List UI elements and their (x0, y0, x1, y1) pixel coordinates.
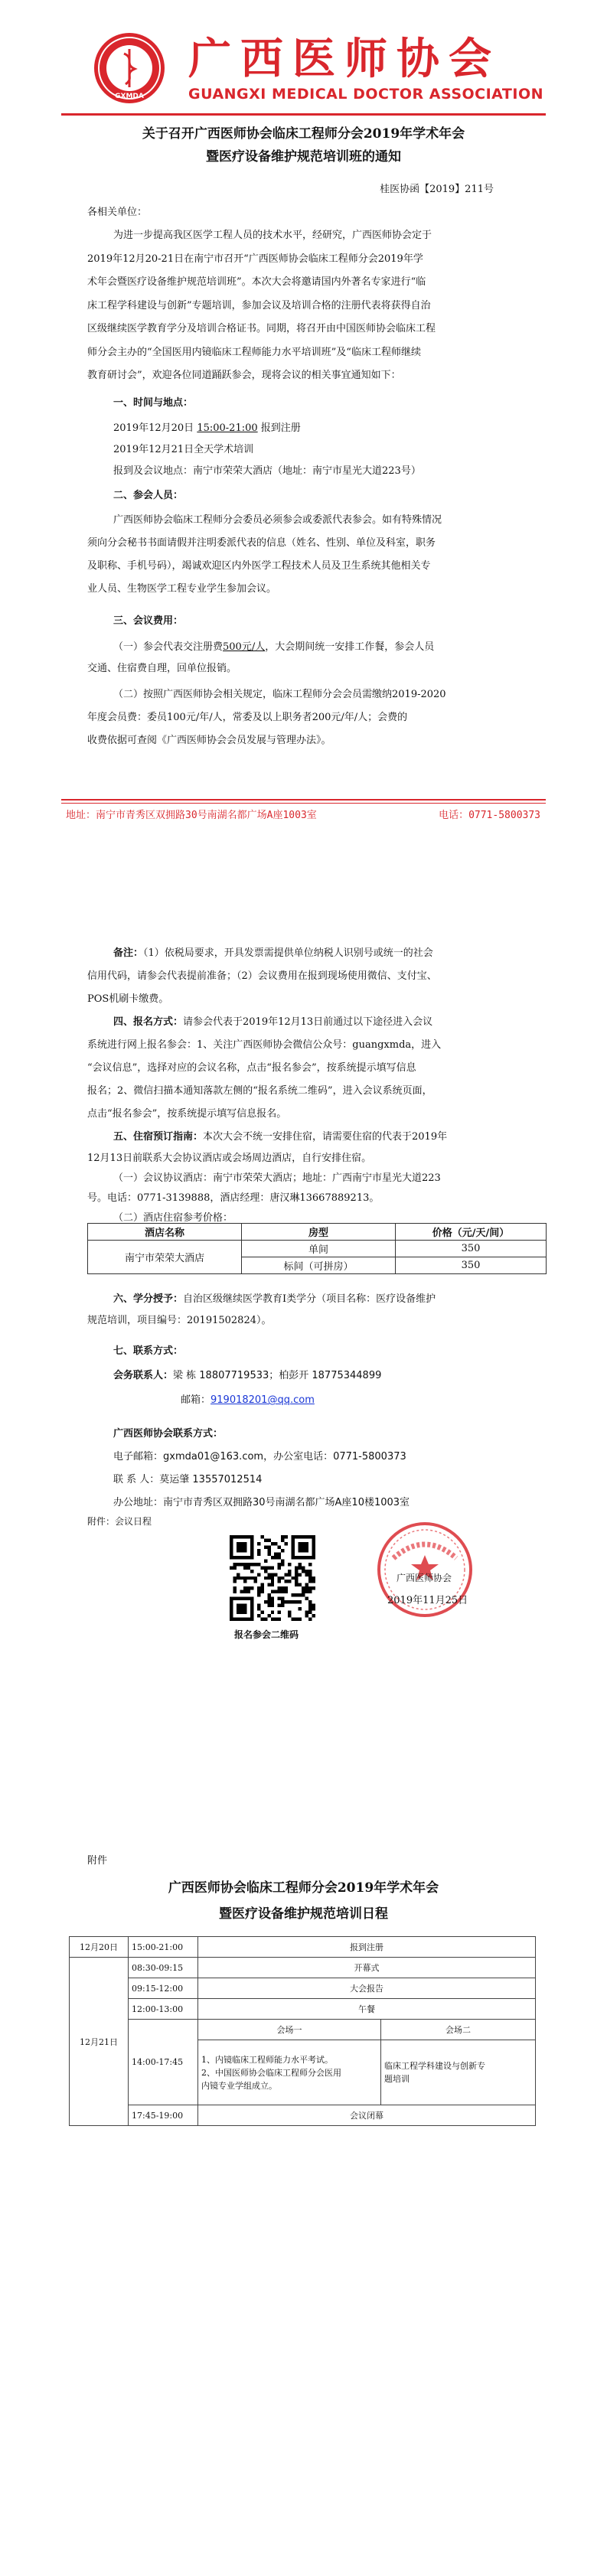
remarks-line2: 信用代码，请参会代表提前准备；（2）会议费用在报到现场使用微信、支付宝、 (87, 970, 437, 982)
event-cell: 大会报告 (198, 1978, 536, 1999)
svg-text:GXMDA: GXMDA (115, 93, 144, 100)
section-contact-heading: 七、联系方式： (113, 1345, 184, 1357)
table-row (88, 1241, 547, 1257)
association-logo (92, 31, 167, 106)
table-row (70, 1958, 536, 1978)
paragraph-line: 术年会暨医疗设备维护规范培训班”。本次大会将邀请国内外著名专家进行“临 (87, 276, 426, 288)
paragraph-line: 系统进行网上报名参会：1、关注广西医师协会微信公众号：guangxmda，进入 (87, 1039, 442, 1051)
paragraph-line: 号。电话：0771-3139888，酒店经理：唐汉琳13667889213。 (87, 1192, 380, 1204)
schedule-title-line2: 暨医疗设备维护规范培训日程 (219, 1906, 388, 1922)
remarks-line1: 备注：（1）依税局要求，开具发票需提供单位纳税人识别号或统一的社会 (113, 947, 433, 959)
table-row (70, 1999, 536, 2020)
footer-contact (66, 807, 540, 821)
table-row (70, 2020, 536, 2040)
venue-two-content: 临床工程学科建设与创新专 题培训 (381, 2040, 536, 2105)
org-name-en: GUANGXI MEDICAL DOCTOR ASSOCIATION (188, 86, 543, 103)
paragraph-line: （一）会议协议酒店：南宁市荣荣大酒店；地址：广西南宁市星光大道223 (113, 1172, 441, 1184)
registration-fee-line: （一）参会代表交注册费500元/人，大会期间统一安排工作餐，参会人员 (113, 641, 435, 653)
credits-line1: 六、学分授予：自治区级继续医学教育Ⅰ类学分（项目名称：医疗设备维护 (113, 1293, 436, 1305)
seal-org-name: 广西医师协会 (397, 1573, 452, 1583)
header-hotel-name: 酒店名称 (88, 1224, 242, 1241)
salutation: 各相关单位： (87, 207, 148, 218)
meeting-contacts: 会务联系人：梁 栋 18807719533；柏彭开 18775344899 (113, 1370, 382, 1381)
time-cell: 17:45-19:00 (129, 2105, 198, 2126)
attachment-note: 附件：会议日程 (87, 1516, 152, 1527)
event-cell: 午餐 (198, 1999, 536, 2020)
paragraph-line: 区级继续医学教育学分及培训合格证书。同期，将召开由中国医师协会临床工程 (87, 323, 436, 334)
paragraph-line: 广西医师协会临床工程师分会委员必须参会或委派代表参会。如有特殊情况 (113, 514, 442, 526)
credits-line2: 规范培训，项目编号：20191502824）。 (87, 1315, 272, 1326)
paragraph-line: “会议信息”，选择对应的会议名称，点击“报名参会”，按系统提示填写信息 (87, 1062, 416, 1074)
header-price: 价格（元/天/间） (396, 1224, 547, 1241)
day-cell: 12月21日 (70, 1958, 129, 2126)
signature-date: 2019年11月25日 (387, 1595, 468, 1606)
paragraph-line: 报名；2、微信扫描本通知落款左侧的“报名系统二维码”，进入会议系统页面， (87, 1085, 432, 1097)
paragraph-line: 师分会主办的“全国医用内镜临床工程师能力水平培训班”及“临床工程师继续 (87, 346, 421, 358)
venue-address: 报到及会议地点：南宁市荣荣大酒店（地址：南宁市星光大道223号） (113, 465, 421, 477)
paragraph-line: 床工程学科建设与创新”专题培训，参加会议及培训合格的注册代表将获得自治 (87, 299, 431, 311)
hotel-name-cell: 南宁市荣荣大酒店 (88, 1241, 242, 1274)
email-link[interactable]: 919018201@qq.com (210, 1394, 315, 1406)
registration-date: 2019年12月20日 15:00-21:00 报到注册 (113, 422, 301, 434)
paragraph-line: 12月13日前联系大会协议酒店或会场周边酒店，自行安排住宿。 (87, 1153, 372, 1164)
header-divider (61, 113, 546, 116)
paragraph-line: 为进一步提高我区医学工程人员的技术水平，经研究，广西医师协会定于 (113, 230, 432, 241)
event-cell: 会议闭幕 (198, 2105, 536, 2126)
section-attendees-heading: 二、参会人员： (113, 490, 184, 501)
fee-note: 交通、住宿费自理，回单位报销。 (87, 663, 237, 674)
remarks-line3: POS机刷卡缴费。 (87, 993, 169, 1005)
registration-qr-icon[interactable] (230, 1535, 315, 1621)
org-name-cn: 广西医师协会 (188, 34, 501, 84)
paragraph-line: 须向分会秘书书面请假并注明委派代表的信息（姓名、性别、单位及科室，职务 (87, 537, 436, 549)
event-cell: 开幕式 (198, 1958, 536, 1978)
training-date: 2019年12月21日全天学术培训 (113, 444, 254, 455)
paragraph-line: （二）按照广西医师协会相关规定，临床工程师分会会员需缴纳2019-2020 (113, 689, 446, 700)
schedule-table (69, 1936, 536, 2126)
event-cell: 报到注册 (198, 1937, 536, 1958)
table-header-row (88, 1224, 547, 1241)
lodging-line1: 五、住宿预订指南：本次大会不统一安排住宿，请需要住宿的代表于2019年 (113, 1131, 448, 1143)
price-cell: 350 (396, 1257, 547, 1274)
table-row (70, 1978, 536, 1999)
room-type-cell: 单间 (242, 1241, 396, 1257)
time-cell: 15:00-21:00 (129, 1937, 198, 1958)
hotel-price-table (87, 1223, 547, 1274)
contact-email: 邮箱：919018201@qq.com (181, 1394, 315, 1406)
venue-one-header: 会场一 (198, 2020, 381, 2040)
qr-caption: 报名参会二维码 (234, 1629, 299, 1640)
venue-one-content: 1、内镜临床工程师能力水平考试。 2、中国医师协会临床工程师分会医用 内镜专业学组成立。 (198, 2040, 381, 2105)
room-type-cell: 标间（可拼房） (242, 1257, 396, 1274)
day-cell: 12月20日 (70, 1937, 129, 1958)
paragraph-line: 教育研讨会”，欢迎各位同道踊跃参会，现将会议的相关事宜通知如下： (87, 370, 401, 381)
section-time-place-heading: 一、时间与地点： (113, 397, 194, 409)
paragraph-line: 收费依据可查阅《广西医师协会会员发展与管理办法》。 (87, 735, 331, 746)
association-address: 办公地址：南宁市青秀区双拥路30号南湖名都广场A座10楼1003室 (113, 1497, 410, 1508)
paragraph-line: 点击“报名参会”，按系统提示填写信息报名。 (87, 1108, 287, 1120)
association-contact-person: 联 系 人：莫运肇 13557012514 (113, 1474, 263, 1485)
table-row (70, 1937, 536, 1958)
registration-line1: 四、报名方式：请参会代表于2019年12月13日前通过以下途径进入会议 (113, 1016, 433, 1028)
paragraph-line: 及职称、手机号码），竭诚欢迎区内外医学工程技术人员及卫生系统其他相关专 (87, 560, 431, 572)
section-fees-heading: 三、会议费用： (113, 615, 184, 627)
venue-two-header: 会场二 (381, 2020, 536, 2040)
time-cell: 08:30-09:15 (129, 1958, 198, 1978)
notice-title-line2: 暨医疗设备维护规范培训班的通知 (206, 149, 401, 165)
notice-title-line1: 关于召开广西医师协会临床工程师分会2019年学术年会 (142, 126, 465, 142)
document-number: 桂医协函【2019】211号 (380, 184, 494, 195)
paragraph-line: 2019年12月20-21日在南宁市召开“广西医师协会临床工程师分会2019年学 (87, 253, 423, 265)
association-contact-heading: 广西医师协会联系方式： (113, 1428, 224, 1440)
price-cell: 350 (396, 1241, 547, 1257)
paragraph-line: 年度会员费：委员100元/年/人，常委及以上职务者200元/年/人；会费的 (87, 712, 408, 723)
table-row (70, 2105, 536, 2126)
footer-address: 地址：南宁市青秀区双拥路30号南湖名都广场A座1003室 (66, 810, 317, 821)
header-room-type: 房型 (242, 1224, 396, 1241)
attachment-label: 附件 (87, 1855, 108, 1867)
schedule-title-line1: 广西医师协会临床工程师分会2019年学术年会 (168, 1880, 439, 1896)
paragraph-line: （二）酒店住宿参考价格： (113, 1212, 233, 1224)
time-cell: 14:00-17:45 (129, 2020, 198, 2105)
paragraph-line: 业人员、生物医学工程专业学生参加会议。 (87, 583, 277, 595)
association-email-phone: 电子邮箱：gxmda01@163.com，办公室电话：0771-5800373 (113, 1451, 406, 1462)
footer-divider (61, 799, 546, 804)
footer-phone: 电话：0771-5800373 (439, 810, 540, 821)
time-cell: 09:15-12:00 (129, 1978, 198, 1999)
time-cell: 12:00-13:00 (129, 1999, 198, 2020)
